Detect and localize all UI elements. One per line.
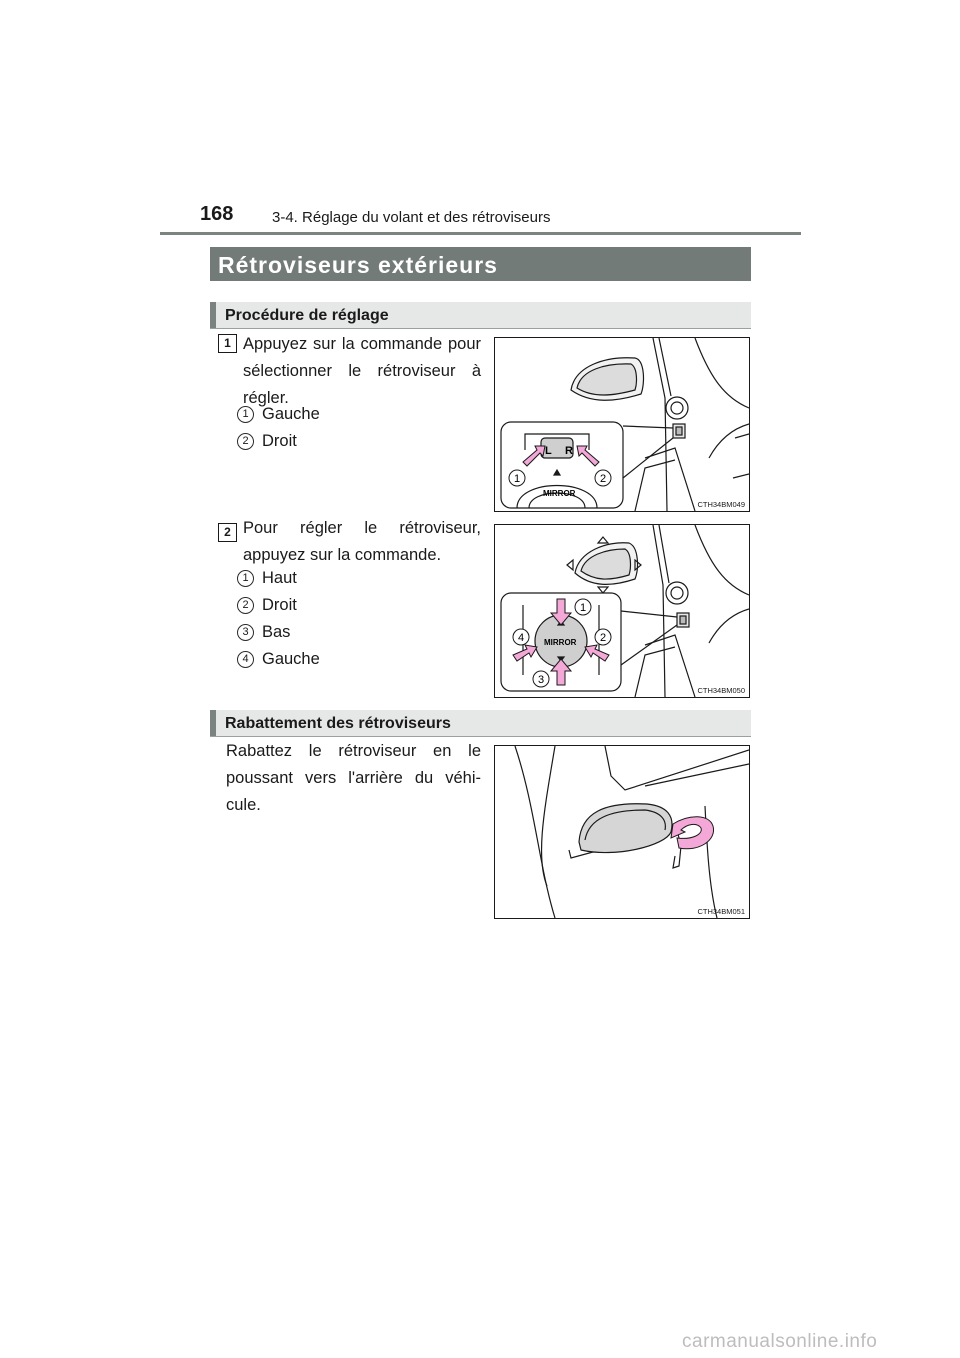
item-label: Droit <box>262 596 297 614</box>
step2-text: Pour régler le rétroviseur, appuyez sur la commande. <box>243 519 481 564</box>
step-badge-1: 1 <box>218 334 237 353</box>
step1-text: Appuyez sur la commande pour sélectionner le rétroviseur à régler. <box>243 335 481 407</box>
figure-code: CTH34BM049 <box>697 500 745 509</box>
item-label: Bas <box>262 623 291 641</box>
button-right-label: R <box>565 445 573 457</box>
item-label: Gauche <box>262 650 320 668</box>
callout-3: 3 <box>538 674 545 686</box>
mirror-switch-label: MIRROR <box>543 489 576 498</box>
step2-item-2 <box>237 596 297 620</box>
callout-4: 4 <box>518 632 525 644</box>
mirror-fold-illustration <box>495 746 749 918</box>
watermark: carmanualsonline.info <box>682 1331 878 1352</box>
figure-code: CTH34BM050 <box>697 686 745 695</box>
mirror-adjust-illustration <box>495 525 749 697</box>
number-circle-icon: 1 <box>237 570 254 587</box>
figure-mirror-select <box>494 337 750 512</box>
callout-1: 1 <box>514 473 521 485</box>
item-label: Gauche <box>262 405 320 423</box>
figure-mirror-fold <box>494 745 750 919</box>
item-label: Droit <box>262 432 297 450</box>
callout-2: 2 <box>600 632 607 644</box>
chapter-title: 3-4. Réglage du volant et des rétroviseurs <box>272 209 551 226</box>
button-left-label: L <box>545 445 552 457</box>
step2-item-4 <box>237 650 320 674</box>
step-badge-2: 2 <box>218 523 237 542</box>
fold-text: Rabattez le rétroviseur en le poussant vers l'arrière du véhi-cule. <box>226 742 481 814</box>
figure-mirror-adjust <box>494 524 750 698</box>
mirror-switch-label: MIRROR <box>544 638 577 647</box>
step1-item-1 <box>237 405 320 429</box>
page-number: 168 <box>200 203 234 225</box>
number-circle-icon: 3 <box>237 624 254 641</box>
mirror-select-illustration <box>495 338 749 511</box>
callout-1: 1 <box>580 602 587 614</box>
number-circle-icon: 2 <box>237 433 254 450</box>
page-title: Rétroviseurs extérieurs <box>210 247 751 281</box>
step2-item-3 <box>237 623 290 647</box>
step1-item-2 <box>237 432 297 456</box>
callout-2: 2 <box>600 473 607 485</box>
header-rule <box>160 232 801 235</box>
section-heading-fold: Rabattement des rétroviseurs <box>210 710 751 737</box>
figure-code: CTH34BM051 <box>697 907 745 916</box>
number-circle-icon: 1 <box>237 406 254 423</box>
step2-item-1 <box>237 569 297 593</box>
section-heading-adjust: Procédure de réglage <box>210 302 751 329</box>
number-circle-icon: 2 <box>237 597 254 614</box>
item-label: Haut <box>262 569 297 587</box>
number-circle-icon: 4 <box>237 651 254 668</box>
